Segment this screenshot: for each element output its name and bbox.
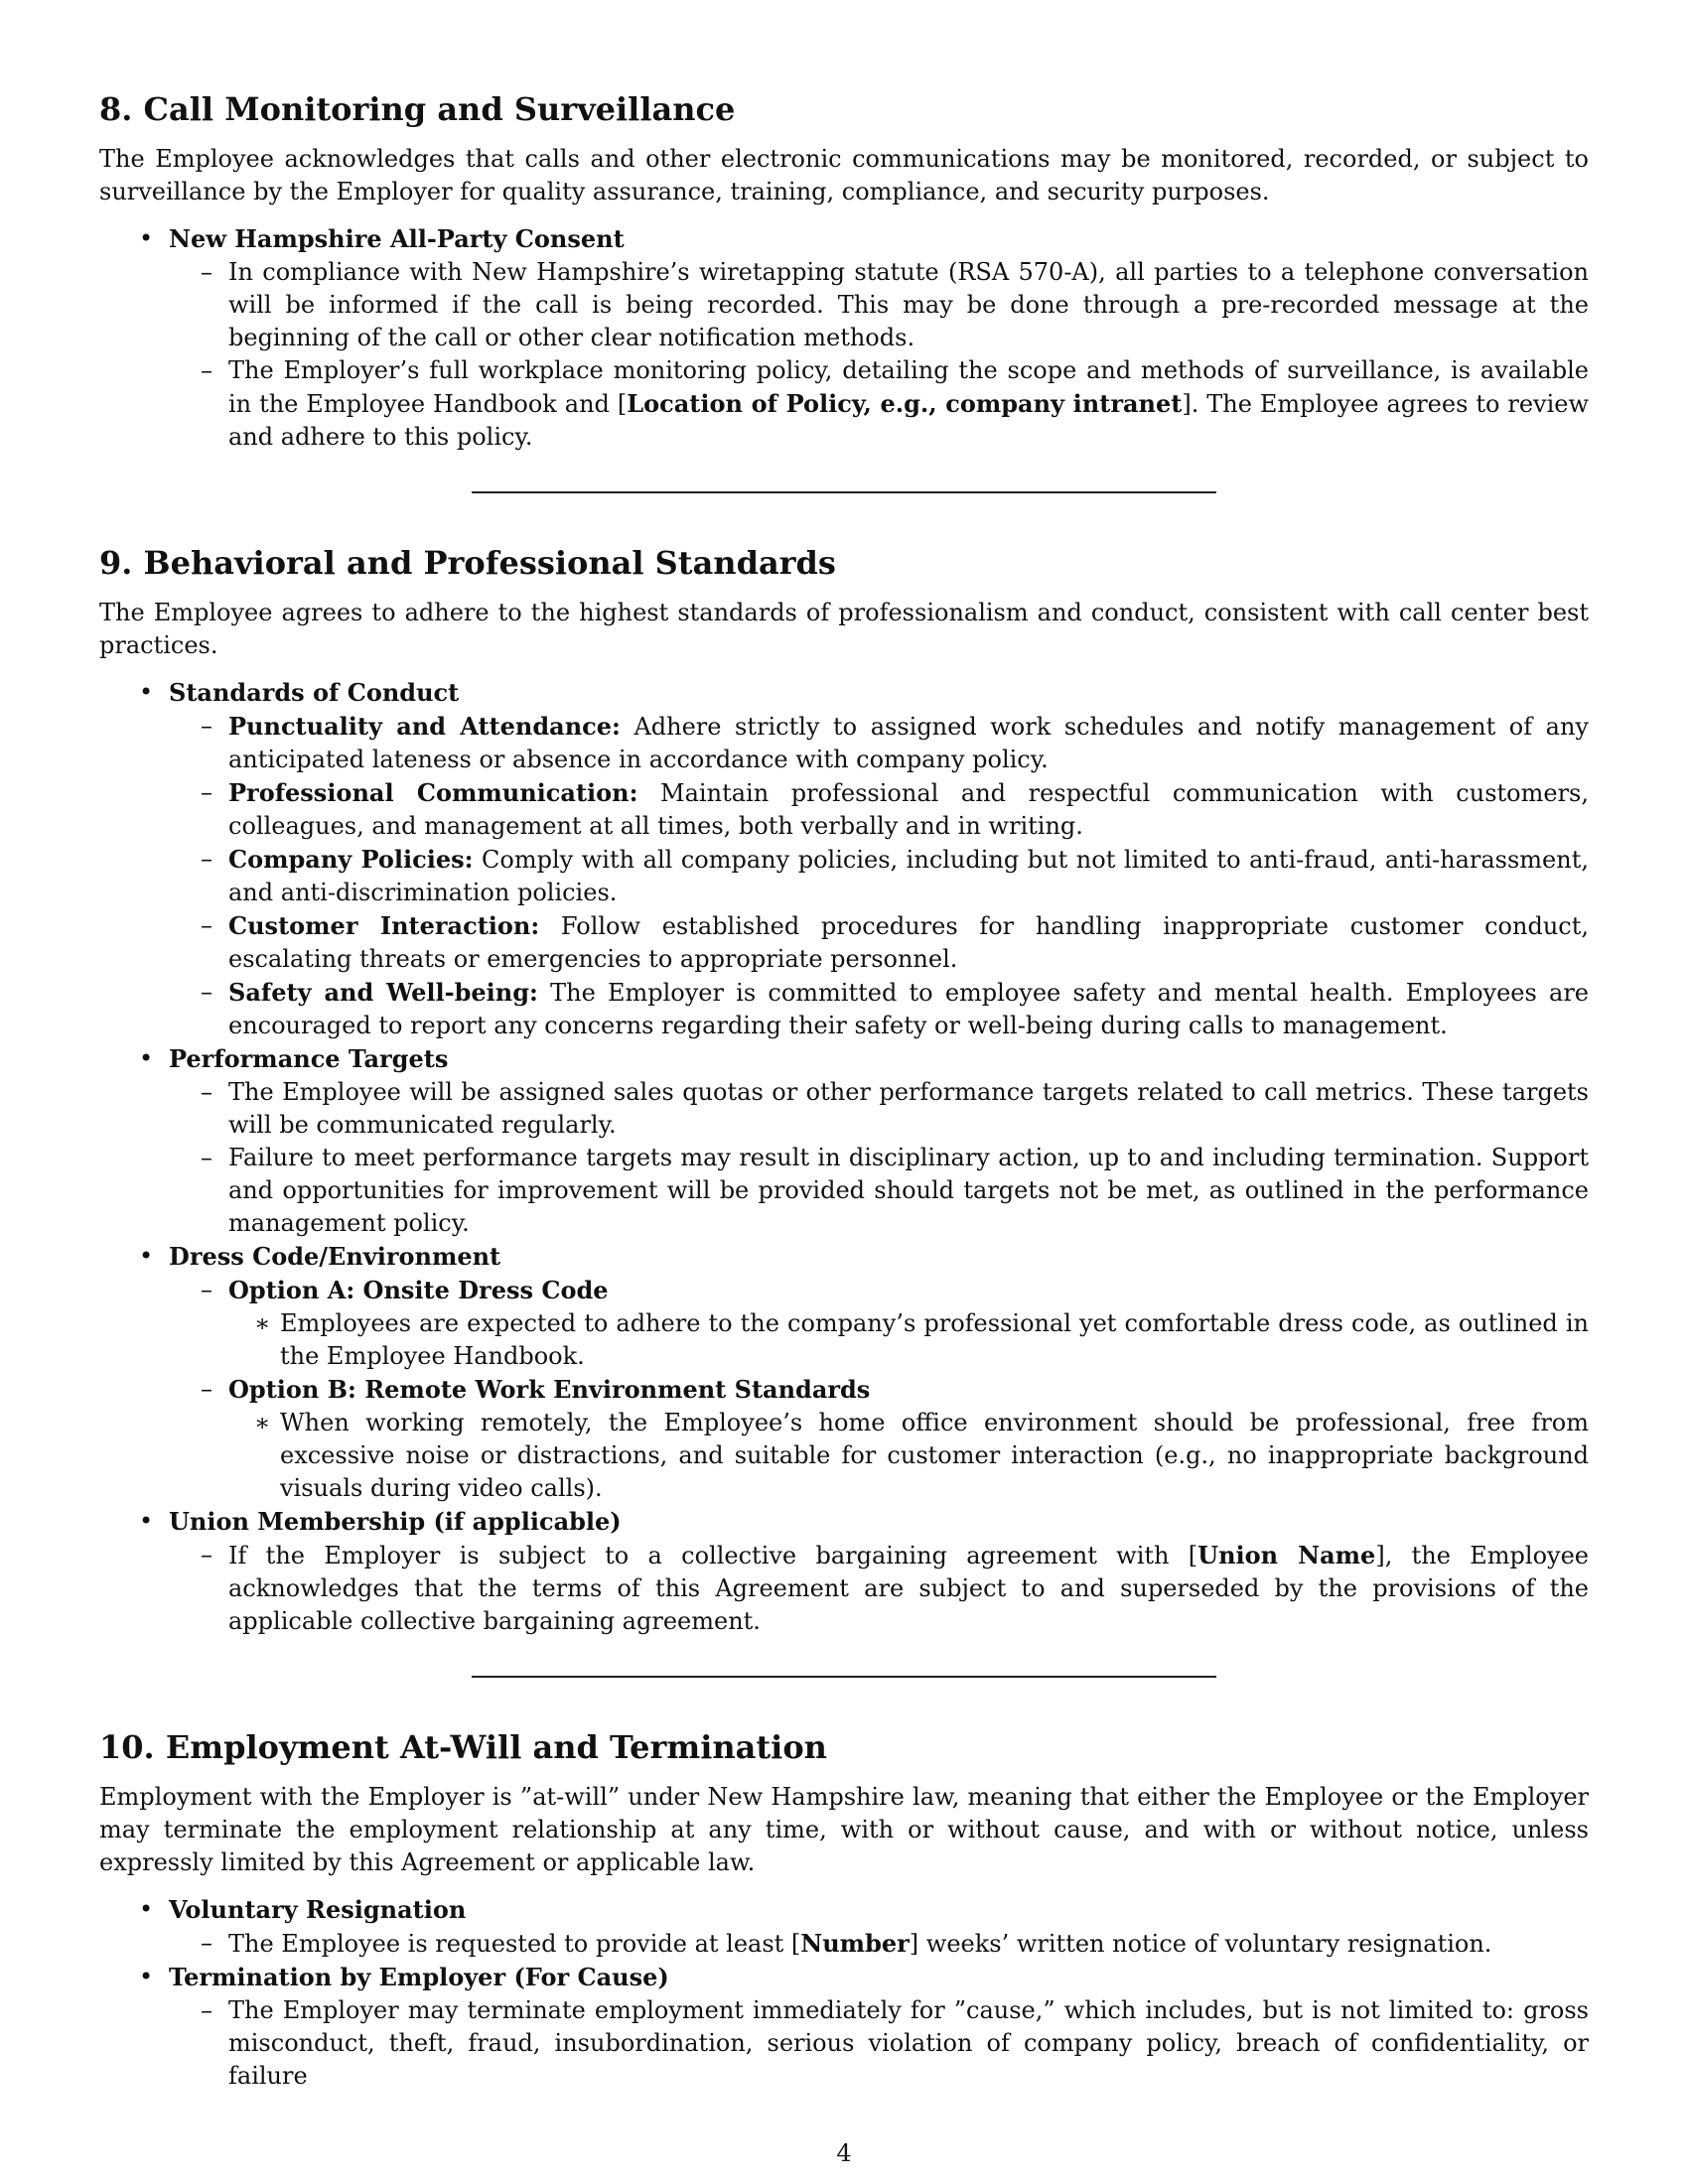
bullet-heading: Standards of Conduct — [169, 678, 460, 707]
bullet-heading: Dress Code/Environment — [169, 1242, 501, 1271]
list-item: – The Employer may terminate employment immediately for ”cause,” which includes, but is not limited to: gross misconduct, theft, fraud, insubordination, serious violation of company policy, breach of confidentiality, or failure — [169, 1994, 1589, 2093]
document-page — [99, 89, 1589, 2093]
list-item — [99, 1893, 1589, 1961]
page-number: 4 — [836, 2139, 852, 2167]
list-item — [99, 1505, 1589, 1638]
list-item: – In compliance with New Hampshire’s wiretapping statute (RSA 570-A), all parties to a telephone conversation will be informed if the call is being recorded. This may be done through a pre-recorded message at the beginning of the call or other clear notification methods. — [169, 256, 1589, 354]
section-8-list — [99, 222, 1589, 454]
list-item: – Company Policies: Comply with all company policies, including but not limited to anti-fraud, anti-harassment, and anti-discrimination policies. — [169, 843, 1589, 909]
section-9-heading: 9. Behavioral and Professional Standards — [99, 544, 836, 582]
bullet-heading: Voluntary Resignation — [169, 1895, 467, 1924]
section-8-heading: 8. Call Monitoring and Surveillance — [99, 90, 736, 128]
section-9-list — [99, 676, 1589, 1638]
list-item: – Failure to meet performance targets may result in disciplinary action, up to and including termination. Support and opportunities for improvement will be provided should targets not be met, as outlined in the performance management policy. — [169, 1142, 1589, 1240]
list-item — [99, 676, 1589, 1042]
placeholder-field: Union Name — [1197, 1541, 1376, 1570]
bullet-heading: Union Membership (if applicable) — [169, 1507, 622, 1536]
list-item: ∗ Employees are expected to adhere to the company’s professional yet comfortable dress code, as outlined in the Employee Handbook. — [228, 1307, 1589, 1373]
list-item — [99, 1042, 1589, 1240]
section-divider — [472, 491, 1216, 493]
list-item: – Option B: Remote Work Environment Standards ∗ When working remotely, the Employee’s home office environment should be professional, free from excessive noise or distractions, and suitable for customer interaction (e.g., no inappropriate background visuals during video calls). — [169, 1373, 1589, 1505]
list-item: – Safety and Well-being: The Employer is committed to employee safety and mental health. Employees are encouraged to report any concerns regarding their safety or well-being during calls to management. — [169, 976, 1589, 1042]
list-item: ∗ When working remotely, the Employee’s home office environment should be professional, free from excessive noise or distractions, and suitable for customer interaction (e.g., no inappropriate background visuals during video calls). — [228, 1407, 1589, 1505]
bullet-heading: Performance Targets — [169, 1044, 449, 1073]
list-item — [99, 1240, 1589, 1505]
placeholder-field: Number — [800, 1929, 910, 1958]
list-item — [99, 1961, 1589, 2093]
list-item: – The Employee is requested to provide at least [Number] weeks’ written notice of voluntary resignation. — [169, 1927, 1589, 1961]
section-8-intro: The Employee acknowledges that calls and other electronic communications may be monitored, recorded, or subject to surveillance by the Employer for quality assurance, training, compliance, and security purposes. — [99, 145, 1589, 205]
list-item — [99, 222, 1589, 454]
list-item: – Punctuality and Attendance: Adhere strictly to assigned work schedules and notify management of any anticipated lateness or absence in accordance with company policy. — [169, 710, 1589, 776]
placeholder-field: Location of Policy, e.g., company intranet — [627, 389, 1183, 418]
list-item: – Customer Interaction: Follow established procedures for handling inappropriate customer conduct, escalating threats or emergencies to appropriate personnel. — [169, 909, 1589, 976]
section-10-heading: 10. Employment At-Will and Termination — [99, 1728, 827, 1766]
section-divider — [472, 1676, 1216, 1678]
list-item: – If the Employer is subject to a collective bargaining agreement with [Union Name], the Employee acknowledges that the terms of this Agreement are subject to and superseded by the provisions of the applicable collective bargaining agreement. — [169, 1539, 1589, 1638]
list-item: – The Employee will be assigned sales quotas or other performance targets related to call metrics. These targets will be communicated regularly. — [169, 1076, 1589, 1142]
section-9-intro: The Employee agrees to adhere to the highest standards of professionalism and conduct, consistent with call center best practices. — [99, 599, 1589, 659]
list-item: – The Employer’s full workplace monitoring policy, detailing the scope and methods of surveillance, is available in the Employee Handbook and [Location of Policy, e.g., company intranet]. The Employee agrees to review and adhere to this policy. — [169, 354, 1589, 454]
section-10-list — [99, 1893, 1589, 2093]
list-item: – Option A: Onsite Dress Code ∗ Employees are expected to adhere to the company’s professional yet comfortable dress code, as outlined in the Employee Handbook. — [169, 1274, 1589, 1373]
bullet-heading: Termination by Employer (For Cause) — [169, 1963, 669, 1991]
bullet-heading: New Hampshire All-Party Consent — [169, 224, 625, 253]
section-10-intro: Employment with the Employer is ”at-will” under New Hampshire law, meaning that either the Employee or the Employer may terminate the employment relationship at any time, with or without cause, and with or without notice, unless expressly limited by this Agreement or applicable law. — [99, 1783, 1589, 1876]
list-item: – Professional Communication: Maintain professional and respectful communication with customers, colleagues, and management at all times, both verbally and in writing. — [169, 776, 1589, 843]
